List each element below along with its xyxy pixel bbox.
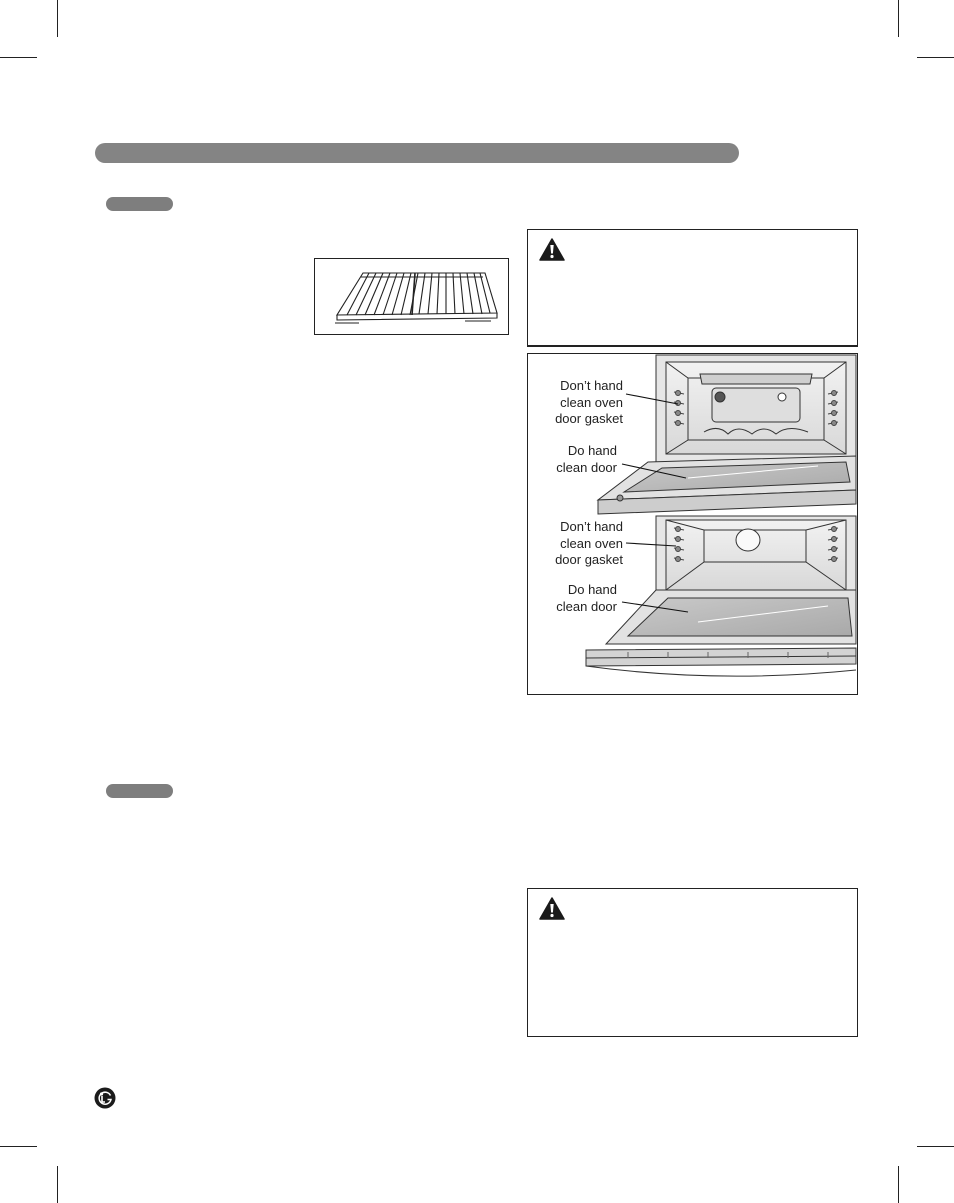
callout-upper-door: Do hand clean door: [556, 443, 617, 475]
section-tab-2: [106, 784, 173, 798]
crop-mark-top-right: [898, 0, 899, 37]
crop-mark-bottom-left: [57, 1166, 58, 1203]
callout-lower-gasket: Don’t hand clean oven door gasket: [555, 519, 623, 567]
warning-triangle-icon: [539, 238, 565, 266]
crop-mark-top-right-h: [917, 57, 954, 58]
section-tab-1: [106, 197, 173, 211]
warning-box-1: [527, 229, 858, 347]
crop-mark-top-left-h: [0, 57, 37, 58]
warning-triangle-icon: [539, 897, 565, 925]
warning-box-2: [527, 888, 858, 1037]
callout-upper-gasket: Don’t hand clean oven door gasket: [555, 378, 623, 426]
crop-mark-top-left: [57, 0, 58, 37]
oven-rack-figure: [314, 258, 509, 335]
crop-mark-bottom-right: [898, 1166, 899, 1203]
oven-rack-icon: [315, 259, 508, 334]
section-header-bar: [95, 143, 739, 163]
lg-logo-icon: [94, 1087, 116, 1114]
crop-mark-bottom-right-h: [917, 1146, 954, 1147]
callout-lower-door: Do hand clean door: [556, 582, 617, 614]
crop-mark-bottom-left-h: [0, 1146, 37, 1147]
oven-cleaning-figure: [527, 353, 858, 695]
